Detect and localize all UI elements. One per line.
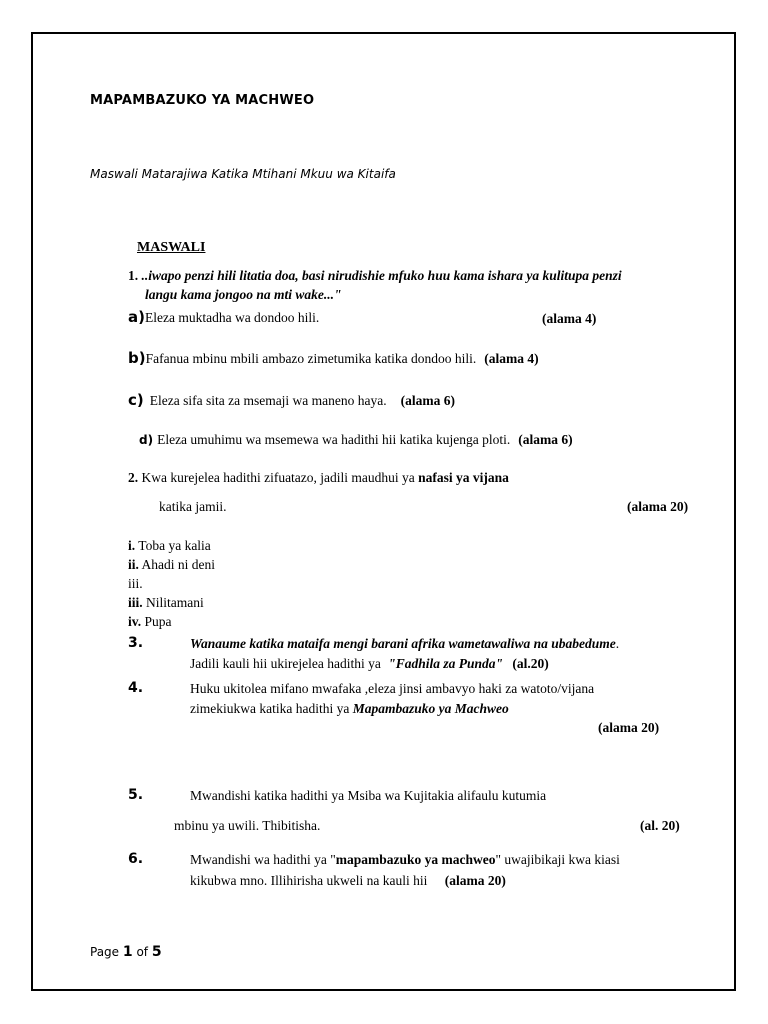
question-2-story-list bbox=[128, 536, 215, 631]
question-1c-marks: (alama 6) bbox=[400, 393, 456, 408]
question-1d-letter: d) bbox=[139, 433, 154, 447]
question-1c-letter: c) bbox=[128, 391, 144, 409]
question-1d-text: Eleza umuhimu wa msemewa wa hadithi hii katika kujenga ploti. bbox=[157, 432, 511, 447]
question-1-quote-line-2: langu kama jongoo na mti wake..." bbox=[145, 287, 342, 302]
question-5-line-1: Mwandishi katika hadithi ya Msiba wa Kujitakia alifaulu kutumia bbox=[190, 788, 547, 803]
question-5-number: 5. bbox=[128, 787, 144, 803]
question-5-marks: (al. 20) bbox=[640, 818, 680, 833]
question-2-text-pre: Kwa kurejelea hadithi zifuatazo, jadili maudhui ya bbox=[141, 470, 415, 485]
question-3-number: 3. bbox=[128, 635, 144, 651]
question-4-number: 4. bbox=[128, 680, 144, 696]
question-1b-letter: b) bbox=[128, 349, 146, 367]
question-4-marks: (alama 20) bbox=[598, 720, 660, 735]
question-1-number: 1. bbox=[128, 268, 139, 283]
question-6-line-1: Mwandishi wa hadithi ya "mapambazuko ya machweo" uwajibikaji kwa kiasi bbox=[190, 852, 620, 867]
question-1-line-1 bbox=[128, 268, 622, 284]
question-1a-marks: (alama 4) bbox=[542, 311, 597, 326]
page-number-footer: Page 1 of 5 bbox=[90, 944, 162, 960]
question-1b-text: Fafanua mbinu mbili ambazo zimetumika katika dondoo hili. bbox=[145, 351, 477, 366]
list-item: ii. Ahadi ni deni bbox=[128, 557, 216, 572]
question-1b bbox=[128, 349, 539, 368]
question-1d-marks: (alama 6) bbox=[518, 432, 573, 447]
question-6-number: 6. bbox=[128, 851, 144, 867]
list-item: i. Toba ya kalia bbox=[128, 538, 211, 553]
question-4-line-2: zimekiukwa katika hadithi ya Mapambazuko ya Machweo bbox=[190, 701, 509, 716]
question-1a-text: Eleza muktadha wa dondoo hili. bbox=[144, 310, 320, 325]
question-1b-marks: (alama 4) bbox=[484, 351, 539, 366]
list-item: iii. Nilitamani bbox=[128, 595, 204, 610]
question-3-line-1: Wanaume katika mataifa mengi barani afrika wametawaliwa na ubabedume. bbox=[190, 636, 620, 651]
question-2-text-bold: nafasi ya vijana bbox=[418, 470, 509, 485]
section-heading: MASWALI bbox=[137, 240, 206, 255]
question-3-marks: (al.20) bbox=[512, 656, 549, 671]
question-1c-text: Eleza sifa sita za msemaji wa maneno haya. bbox=[149, 393, 387, 408]
question-2-number: 2. bbox=[128, 470, 139, 485]
question-4-line-1: Huku ukitolea mifano mwafaka ,eleza jinsi ambavyo haki za watoto/vijana bbox=[190, 681, 595, 696]
question-1-quote-line-1: ..iwapo penzi hili litatia doa, basi nirudishie mfuko huu kama ishara ya kulitupa penzi bbox=[141, 268, 622, 283]
question-6-line-2: kikubwa mno. Illihirisha ukweli na kauli hii (alama 20) bbox=[190, 873, 506, 888]
question-1a-letter: a) bbox=[128, 308, 145, 326]
document-title: MAPAMBAZUKO YA MACHWEO bbox=[90, 93, 315, 108]
question-6-marks: (alama 20) bbox=[444, 873, 506, 888]
list-item: iv. Pupa bbox=[128, 614, 172, 629]
question-3-line-2: Jadili kauli hii ukirejelea hadithi ya "Fadhila za Punda" (al.20) bbox=[190, 656, 549, 671]
question-2-line-1 bbox=[128, 470, 509, 486]
question-5-line-2: mbinu ya uwili. Thibitisha. bbox=[174, 818, 321, 833]
document-subtitle: Maswali Matarajiwa Katika Mtihani Mkuu wa Kitaifa bbox=[90, 167, 396, 181]
question-1a bbox=[128, 308, 319, 327]
question-2-line-2: katika jamii. bbox=[159, 499, 227, 514]
list-item: iii. bbox=[128, 576, 143, 591]
question-1d bbox=[139, 431, 573, 449]
question-1c bbox=[128, 391, 455, 410]
question-2-marks: (alama 20) bbox=[627, 499, 689, 514]
